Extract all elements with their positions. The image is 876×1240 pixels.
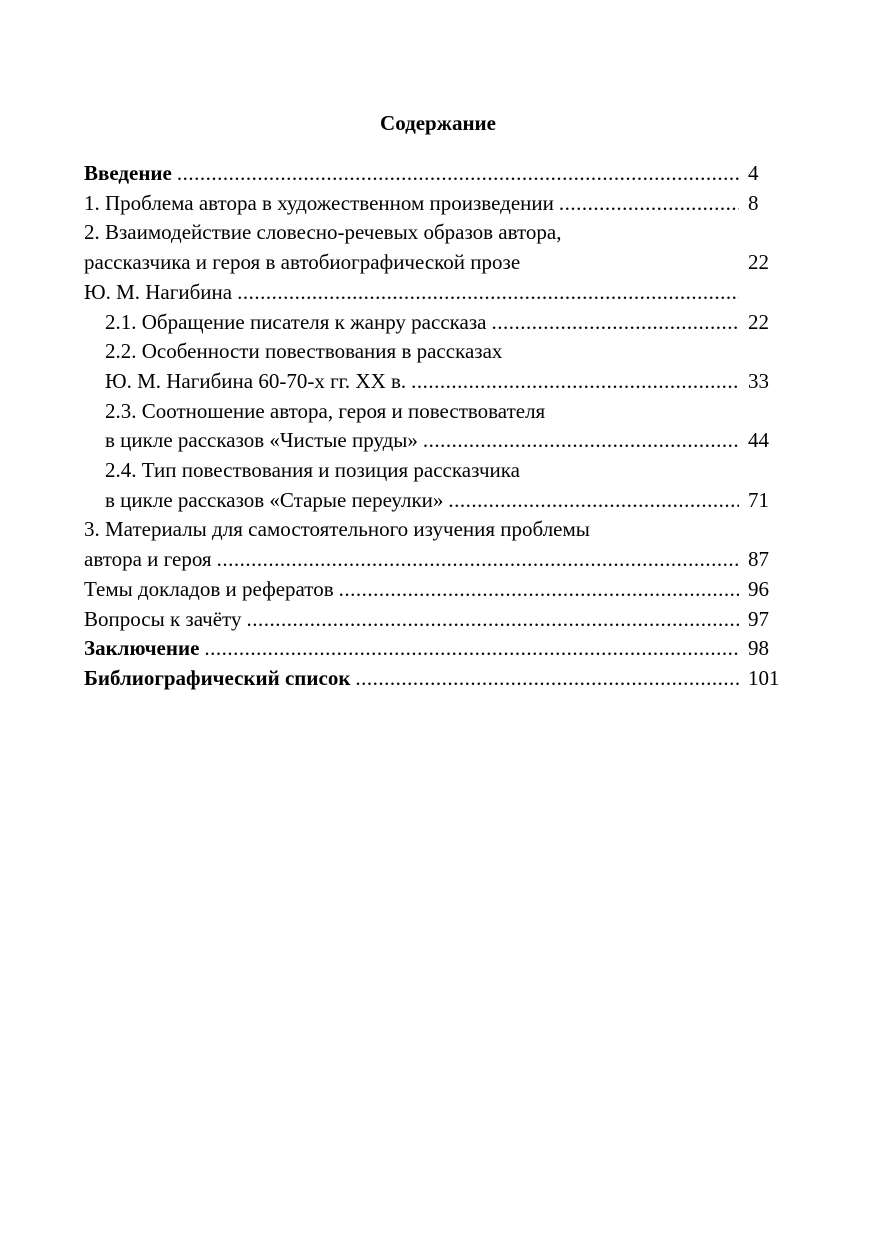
dot-leader: [172, 159, 739, 189]
toc-entry-title-line: 2.2. Особенности повествования в рассказах: [105, 339, 503, 364]
toc-entry-section-2-1[interactable]: [84, 308, 784, 338]
toc-entry-title-line: автора и героя: [84, 547, 212, 572]
dot-leader: [554, 189, 739, 219]
toc-entry-title-line: 2.3. Соотношение автора, героя и повествователя: [105, 398, 546, 423]
toc-entry-title-line: в цикле рассказов «Чистые пруды»: [105, 428, 418, 453]
toc-entry-title: 2.1. Обращение писателя к жанру рассказа: [105, 309, 487, 334]
toc-entry-bibliography[interactable]: [84, 664, 784, 694]
toc-page-number: 87: [748, 547, 769, 572]
toc-entry-report-topics[interactable]: [84, 575, 784, 605]
toc-page-number: 44: [748, 428, 769, 453]
toc-entry-title-line: 2. Взаимодействие словесно-речевых образов автора,: [84, 220, 562, 245]
toc-entry-title-line: 2.4. Тип повествования и позиция рассказчика: [105, 458, 520, 483]
toc-entry-exam-questions[interactable]: [84, 605, 784, 635]
dot-leader: [406, 367, 739, 397]
toc-entry-chapter-2[interactable]: [84, 218, 784, 307]
toc-entry-title: 1. Проблема автора в художественном произведении: [84, 190, 554, 215]
dot-leader: [418, 426, 739, 456]
dot-leader: [443, 486, 739, 516]
toc-page-number: 4: [748, 161, 759, 185]
toc-entry-chapter-3[interactable]: [84, 515, 784, 574]
toc-entry-title-line: Ю. М. Нагибина 60-70-х гг. XX в.: [105, 368, 407, 393]
toc-entry-title-line: 3. Материалы для самостоятельного изучения проблемы: [84, 517, 590, 542]
toc-page-number: 97: [748, 606, 769, 631]
dot-leader: [212, 545, 739, 575]
dot-leader: [350, 664, 739, 694]
toc-page-number: 22: [748, 250, 769, 275]
toc-entry-chapter-1[interactable]: [84, 189, 784, 219]
toc-entry-title-line: Ю. М. Нагибина: [84, 279, 233, 304]
toc-entry-title: Библиографический список: [84, 665, 351, 690]
toc-page-number: 96: [748, 576, 769, 601]
toc-entry-title-line: рассказчика и героя в автобиографической прозе: [84, 250, 521, 275]
table-of-contents: [84, 159, 784, 694]
dot-leader: [232, 278, 739, 308]
toc-page-number: 22: [748, 309, 769, 334]
dot-leader: [199, 634, 739, 664]
toc-entry-section-2-3[interactable]: [84, 397, 784, 456]
toc-page-number: 98: [748, 636, 769, 661]
toc-page-number: 33: [748, 368, 769, 393]
toc-entry-section-2-4[interactable]: [84, 456, 784, 515]
dot-leader: [241, 605, 739, 635]
toc-entry-title: Введение: [84, 161, 172, 185]
toc-entry-title: Заключение: [84, 636, 200, 661]
toc-page-number: 101: [748, 665, 780, 690]
dot-leader: [486, 308, 739, 338]
toc-entry-title: Вопросы к зачёту: [84, 606, 242, 631]
page-title: Содержание: [380, 111, 496, 135]
toc-entry-title: Темы докладов и рефератов: [84, 576, 334, 601]
dot-leader: [334, 575, 739, 605]
toc-entry-introduction[interactable]: [84, 159, 784, 189]
toc-page-number: 71: [748, 487, 769, 512]
toc-entry-section-2-2[interactable]: [84, 337, 784, 396]
toc-entry-title-line: в цикле рассказов «Старые переулки»: [105, 487, 444, 512]
toc-entry-conclusion[interactable]: [84, 634, 784, 664]
toc-page-number: 8: [748, 190, 759, 215]
